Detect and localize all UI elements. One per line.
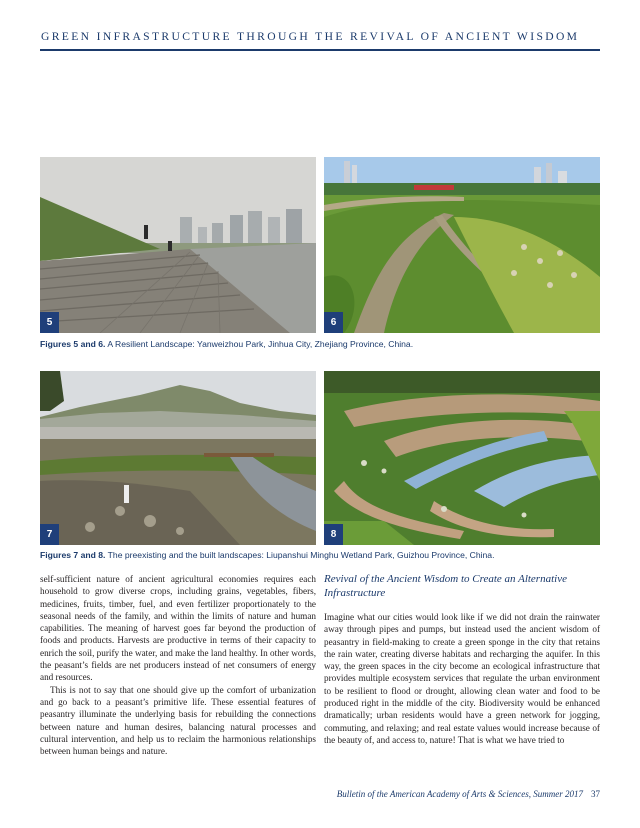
page-footer <box>330 789 600 799</box>
figure-7-photo <box>40 371 316 545</box>
caption-figures-7-8-text: The preexisting and the built landscapes: Liupanshui Minghu Wetland Park, Guizhou Province, China. <box>107 550 495 560</box>
section-subheading: Revival of the Ancient Wisdom to Create an Alternative Infrastructure <box>324 573 567 599</box>
figure-6-photo <box>324 157 600 333</box>
figure-7-number: 7 <box>40 524 59 545</box>
header-rule <box>40 49 600 51</box>
figure-6-number: 6 <box>324 312 343 333</box>
right-paragraph-1: Imagine what our cities would look like if we did not drain the rainwater away through pipes and pumps, but instead used the ancient wisdom of peasantry in field-making to create a green sponge in the city that retains the rain water, creating diverse habitats and recharging the aquifer. In this way, the green spaces in the city become an ecological infrastructure that provides multiple ecosystem services that regulate the urban environment to be resilient to flood or drought, allowing clean water and food to be produced right in the middle of the city. Biodiversity would be enhanced dramatically; urban residents would have a green network for jogging, commuting, and relaxing; and real estate values would increase because of the beauty of, and access to, nature! That is what we have tried to <box>324 612 600 745</box>
caption-figures-5-6-label: Figures 5 and 6. <box>40 339 106 349</box>
figure-7-image <box>40 371 316 545</box>
running-head: GREEN INFRASTRUCTURE THROUGH THE REVIVAL OF ANCIENT WISDOM <box>41 30 580 43</box>
left-paragraph-1: self-sufficient nature of ancient agricultural economies requires each household to grow diverse crops, including grains, vegetables, fibers, medicines, fruits, timber, fuel, and even fertilizer proportionately to the seasonal needs of the family, and within the limits of nature and human capabilities. The meaning of harvest goes far beyond the production of foods and products. Harvests are productive in terms of their capacity to enrich the soil, purify the water, and make the land healthy. In other words, the peasant’s fields are net producers instead of net consumers of energy and resources. <box>40 574 316 683</box>
figure-5-photo <box>40 157 316 333</box>
left-column <box>40 573 316 757</box>
caption-figures-5-6 <box>40 339 413 349</box>
figure-5-image <box>40 157 316 333</box>
figure-8-number: 8 <box>324 524 343 545</box>
figure-5-number: 5 <box>40 312 59 333</box>
figure-8-image <box>324 371 600 545</box>
caption-figures-7-8 <box>40 550 494 560</box>
right-column <box>324 611 600 746</box>
figure-6-image <box>324 157 600 333</box>
page-number: 37 <box>591 789 600 799</box>
caption-figures-7-8-label: Figures 7 and 8. <box>40 550 106 560</box>
footer-journal: Bulletin of the American Academy of Arts & Sciences, Summer 2017 <box>336 789 583 799</box>
caption-figures-5-6-text: A Resilient Landscape: Yanweizhou Park, Jinhua City, Zhejiang Province, China. <box>107 339 414 349</box>
figure-8-photo <box>324 371 600 545</box>
left-paragraph-2: This is not to say that one should give up the comfort of urbanization and go back to a peasant’s primitive life. These essential features of peasantry illuminate the underlying basis for rebuilding the connections between nature and human desires, balancing natural processes and cultural intervention, and help us to reclaim the harmonious relationships between human beings and nature. <box>40 684 316 757</box>
